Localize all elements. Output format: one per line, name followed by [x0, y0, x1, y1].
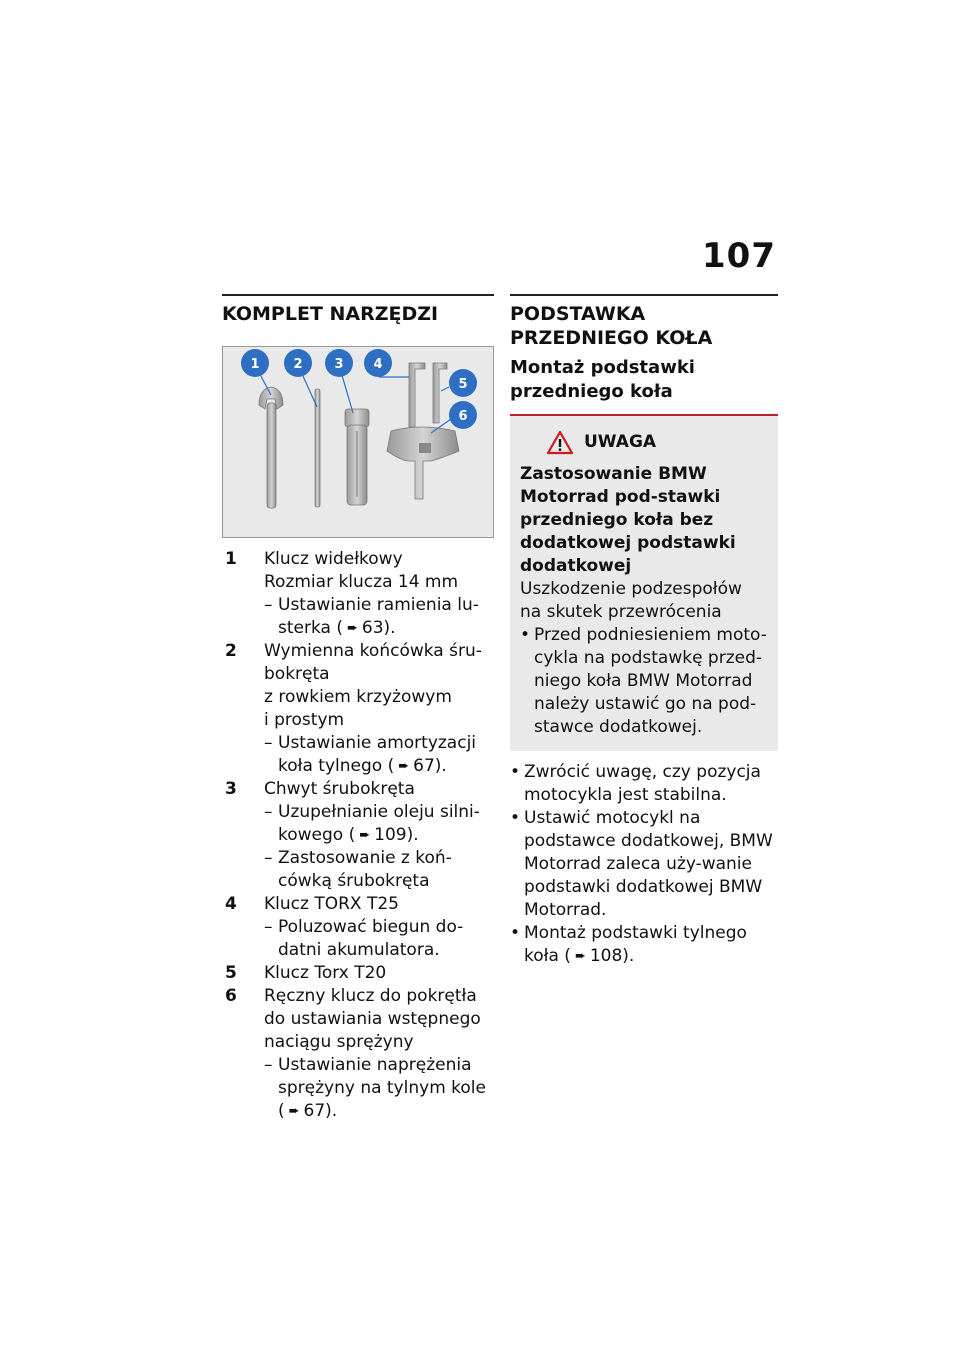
svg-text:4: 4 — [373, 357, 383, 372]
item-number: 3 — [225, 779, 237, 799]
item-line: Chwyt śrubokręta — [264, 779, 415, 799]
item-reference[interactable]: – Uzupełnianie oleju silni-kowego ( ➨ 109). — [264, 801, 494, 847]
open-end-wrench-icon — [259, 387, 283, 508]
subsection-title: Montaż podstawki przedniego koła — [510, 357, 695, 402]
reference-arrow-icon: ➨ — [359, 828, 371, 843]
item-number: 6 — [225, 986, 237, 1006]
item-usage: – Poluzować biegun do-datni akumulatora. — [264, 916, 494, 962]
page-number: 107 — [702, 236, 776, 276]
list-item — [222, 962, 494, 985]
list-item — [222, 778, 494, 893]
preload-wrench-icon — [387, 427, 459, 499]
callout-2 — [284, 349, 312, 377]
item-line: Ręczny klucz do pokrętła — [264, 986, 477, 1006]
item-line: naciągu sprężyny — [264, 1032, 414, 1052]
list-item: • Ustawić motocykl na podstawce dodatkowej, BMW Motorrad zaleca uży-wanie podstawki dodatkowej BMW Motorrad. — [510, 807, 778, 922]
svg-text:5: 5 — [458, 377, 468, 392]
toolkit-items-list — [222, 548, 494, 1123]
list-item: • Zwrócić uwagę, czy pozycja motocykla jest stabilna. — [510, 761, 778, 807]
list-item — [222, 640, 494, 778]
svg-text:6: 6 — [458, 409, 468, 424]
instruction-list — [510, 761, 778, 968]
item-line: Klucz widełkowy — [264, 549, 403, 569]
item-line: Klucz TORX T25 — [264, 894, 399, 914]
reference-arrow-icon: ➨ — [346, 621, 358, 636]
section-title-toolkit: KOMPLET NARZĘDZI — [222, 303, 439, 325]
warning-header — [546, 430, 768, 455]
screwdriver-handle-icon — [345, 409, 369, 505]
item-usage: – Zastosowanie z koń-cówką śrubokręta — [264, 847, 494, 893]
toolkit-figure — [222, 346, 494, 538]
item-reference[interactable]: – Ustawianie naprężenia sprężyny na tylnym kole ( ➨ 67). — [264, 1054, 494, 1123]
item-line: Klucz Torx T20 — [264, 963, 387, 983]
item-number: 2 — [225, 641, 237, 661]
torx-keys-icon — [409, 363, 447, 427]
item-number: 4 — [225, 894, 237, 914]
item-line: Wymienna końcówka śru-bokręta — [264, 641, 482, 684]
list-item[interactable]: • Montaż podstawki tylnego koła ( ➨ 108). — [510, 922, 778, 968]
item-line: z rowkiem krzyżowym — [264, 687, 452, 707]
reference-arrow-icon: ➨ — [574, 949, 586, 964]
item-reference[interactable]: – Ustawianie ramienia lu-sterka ( ➨ 63). — [264, 594, 494, 640]
left-column — [222, 294, 494, 1123]
right-column — [510, 294, 778, 968]
svg-text:2: 2 — [293, 357, 303, 372]
toolkit-illustration — [223, 347, 493, 537]
warning-triangle-icon — [546, 430, 574, 455]
callout-6 — [449, 401, 477, 429]
item-reference[interactable]: – Ustawianie amortyzacji koła tylnego ( ➨ 67). — [264, 732, 494, 778]
callout-3 — [325, 349, 353, 377]
svg-text:3: 3 — [334, 357, 344, 372]
item-line: Rozmiar klucza 14 mm — [264, 572, 459, 592]
warning-label: UWAGA — [584, 432, 657, 452]
list-item — [222, 548, 494, 640]
warning-heading: Zastosowanie BMW Motorrad pod-stawki przedniego koła bez dodatkowej podstawki dodatkowej — [520, 464, 736, 576]
reference-arrow-icon: ➨ — [288, 1104, 300, 1119]
section-title-front-stand: PODSTAWKA PRZEDNIEGO KOŁA — [510, 303, 713, 349]
callout-5 — [449, 369, 477, 397]
callout-4 — [364, 349, 392, 377]
warning-text: Uszkodzenie podzespołów na skutek przewrócenia — [520, 579, 742, 622]
reference-arrow-icon: ➨ — [398, 759, 410, 774]
item-number: 1 — [225, 549, 237, 569]
callout-1 — [241, 349, 269, 377]
list-item — [222, 893, 494, 962]
warning-instruction: • Przed podniesieniem moto-cykla na podstawkę przed-niego koła BMW Motorrad należy ustawić go na pod-stawce dodatkowej. — [520, 624, 768, 739]
warning-box — [510, 414, 778, 751]
item-number: 5 — [225, 963, 237, 983]
list-item — [222, 985, 494, 1123]
svg-text:1: 1 — [250, 357, 260, 372]
item-line: do ustawiania wstępnego — [264, 1009, 481, 1029]
item-line: i prostym — [264, 710, 345, 730]
